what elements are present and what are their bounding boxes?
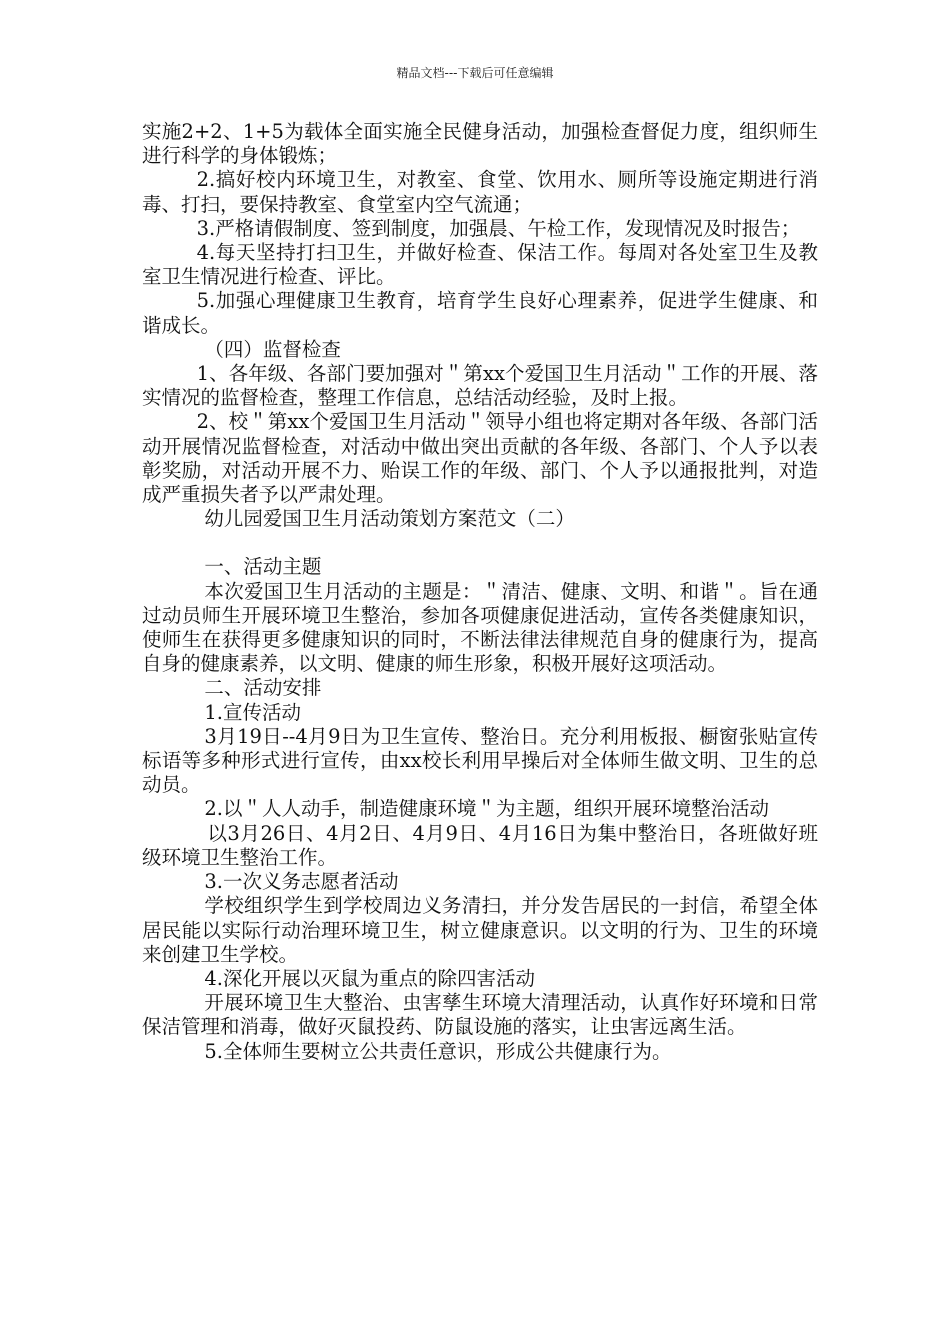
heading-publicity: 1.宣传活动 <box>204 700 301 724</box>
pest-control-paragraph: 开展环境卫生大整治、虫害孳生环境大清理活动，认真作好环境和日常保洁管理和消毒，做好灭鼠投药、防鼠设施的落实，让虫害远离生活。 <box>142 991 818 1039</box>
paragraph-continued: 实施2+2、1+5为载体全面实施全民健身活动，加强检查督促力度，组织师生进行科学的身体锻炼； <box>142 120 818 168</box>
theme-paragraph: 本次爱国卫生月活动的主题是：＂清洁、健康、文明、和谐＂。旨在通过动员师生开展环境卫生整治，参加各项健康促进活动，宣传各类健康知识，使师生在获得更多健康知识的同时，不断法律法律规范自身的健康行为，提高自身的健康素养，以文明、健康的师生形象，积极开展好这项活动。 <box>142 579 818 676</box>
page-header: 精品文档---下载后可任意编辑 <box>396 66 554 80</box>
heading-volunteer: 3.一次义务志愿者活动 <box>204 870 399 894</box>
heading-pest-control: 4.深化开展以灭鼠为重点的除四害活动 <box>204 966 535 990</box>
list-item-5: 5.加强心理健康卫生教育，培育学生良好心理素养，促进学生健康、和谐成长。 <box>142 289 818 337</box>
heading-public-responsibility: 5.全体师生要树立公共责任意识，形成公共健康行为。 <box>204 1039 672 1063</box>
supervision-item-2: 2、校＂第xx个爱国卫生月活动＂领导小组也将定期对各年级、各部门活动开展情况监督检查，对活动中做出突出贡献的各年级、各部门、个人予以表彰奖励，对活动开展不力、贻误工作的年级、部门、个人予以通报批判，对造成严重损失者予以严肃处理。 <box>142 410 818 507</box>
publicity-paragraph: 3月19日--4月9日为卫生宣传、整治日。充分利用板报、橱窗张贴宣传标语等多种形式进行宣传，由xx校长利用早操后对全体师生做文明、卫生的总动员。 <box>142 724 818 797</box>
document-subtitle: 幼儿园爱国卫生月活动策划方案范文（二） <box>204 507 575 531</box>
list-item-3: 3.严格请假制度、签到制度，加强晨、午检工作，发现情况及时报告； <box>196 216 801 240</box>
blank-line <box>142 531 818 555</box>
list-item-4: 4.每天坚持打扫卫生，并做好检查、保洁工作。每周对各处室卫生及教室卫生情况进行检查、评比。 <box>142 241 818 289</box>
list-item-2: 2.搞好校内环境卫生，对教室、食堂、饮用水、厕所等设施定期进行消毒、打扫，要保持教室、食堂室内空气流通； <box>142 168 818 216</box>
heading-activity-theme: 一、活动主题 <box>204 555 322 579</box>
campaign-dates-paragraph: 以3月26日、4月2日、4月9日、4月16日为集中整治日，各班做好班级环境卫生整治工作。 <box>142 821 818 869</box>
supervision-item-1: 1、各年级、各部门要加强对＂第xx个爱国卫生月活动＂工作的开展、落实情况的监督检查，整理工作信息，总结活动经验，及时上报。 <box>142 362 818 410</box>
document-body <box>142 120 818 1064</box>
heading-environment-campaign: 2.以＂人人动手，制造健康环境＂为主题，组织开展环境整治活动 <box>204 797 769 821</box>
section-heading-supervision: （四）监督检查 <box>204 337 341 361</box>
heading-activity-arrangement: 二、活动安排 <box>204 676 322 700</box>
volunteer-paragraph: 学校组织学生到学校周边义务清扫，并分发告居民的一封信，希望全体居民能以实际行动治理环境卫生，树立健康意识。以文明的行为、卫生的环境来创建卫生学校。 <box>142 894 818 966</box>
